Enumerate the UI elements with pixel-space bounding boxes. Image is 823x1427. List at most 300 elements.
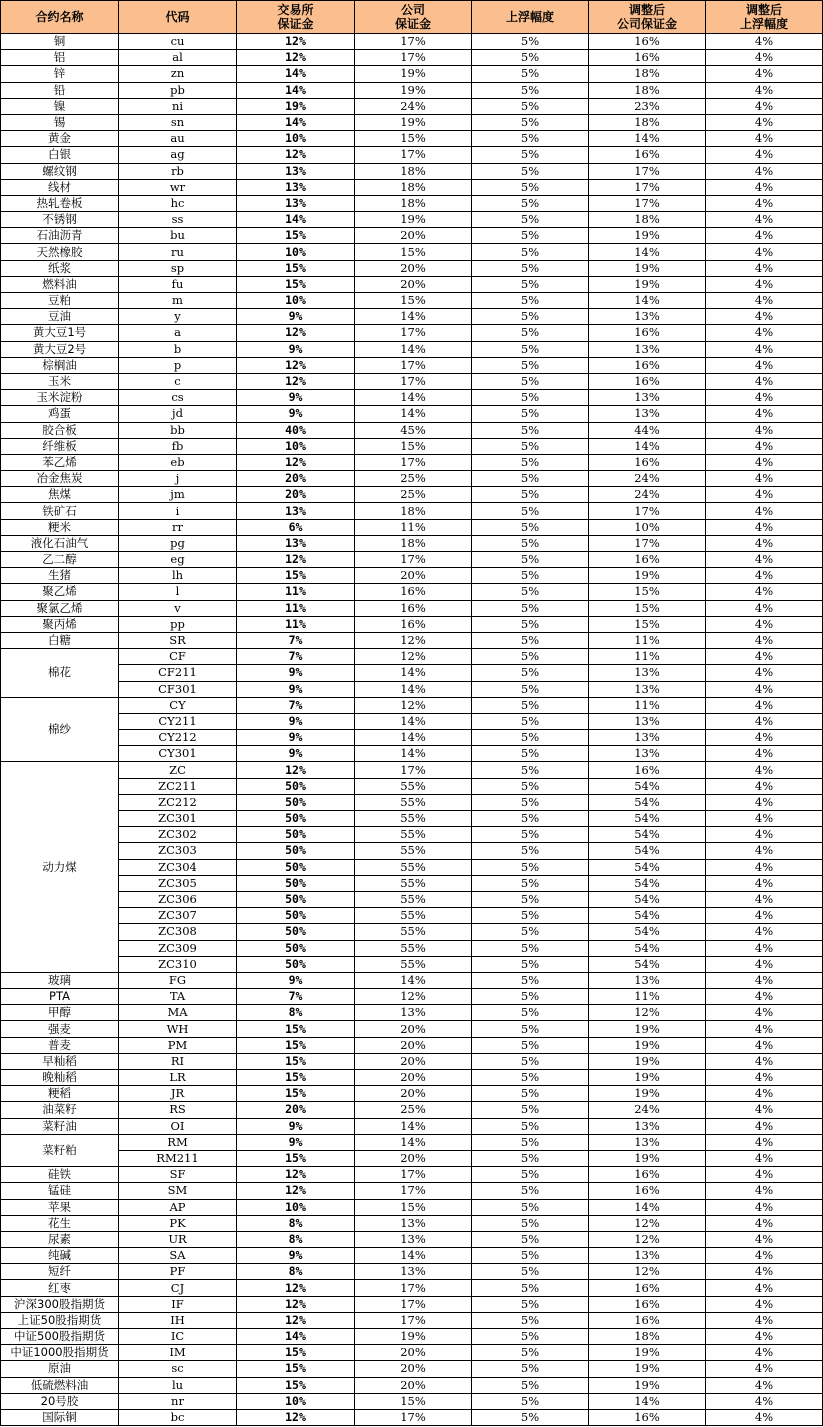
code-cell: UR	[119, 1231, 237, 1247]
company-margin-cell: 18%	[355, 503, 472, 519]
code-cell: ZC308	[119, 924, 237, 940]
company-margin-cell: 19%	[355, 82, 472, 98]
code-cell: cu	[119, 34, 237, 50]
exchange-margin-cell: 7%	[237, 649, 355, 665]
adjusted-markup-cell: 4%	[706, 1361, 823, 1377]
adjusted-markup-cell: 4%	[706, 309, 823, 325]
markup-cell: 5%	[472, 114, 589, 130]
adjusted-margin-cell: 16%	[589, 1409, 706, 1425]
code-cell: RM	[119, 1134, 237, 1150]
adjusted-margin-cell: 54%	[589, 875, 706, 891]
code-cell: FG	[119, 972, 237, 988]
exchange-margin-cell: 11%	[237, 584, 355, 600]
adjusted-margin-cell: 54%	[589, 794, 706, 810]
exchange-margin-cell: 12%	[237, 1280, 355, 1296]
code-cell: RM211	[119, 1150, 237, 1166]
adjusted-markup-cell: 4%	[706, 989, 823, 1005]
markup-cell: 5%	[472, 179, 589, 195]
table-row	[1, 552, 823, 568]
contract-name-cell: 冶金焦炭	[1, 471, 119, 487]
table-row	[1, 1134, 823, 1150]
adjusted-margin-cell: 14%	[589, 131, 706, 147]
company-margin-cell: 20%	[355, 1070, 472, 1086]
table-row	[1, 422, 823, 438]
markup-cell: 5%	[472, 1231, 589, 1247]
company-margin-cell: 13%	[355, 1231, 472, 1247]
markup-cell: 5%	[472, 357, 589, 373]
adjusted-margin-cell: 54%	[589, 843, 706, 859]
contract-name-cell: 聚氯乙烯	[1, 600, 119, 616]
contract-name-cell: 黄金	[1, 131, 119, 147]
company-margin-cell: 18%	[355, 179, 472, 195]
header-markup: 上浮幅度	[472, 1, 589, 34]
code-cell: ZC309	[119, 940, 237, 956]
exchange-margin-cell: 50%	[237, 827, 355, 843]
header-row	[1, 1, 823, 34]
code-cell: i	[119, 503, 237, 519]
company-margin-cell: 12%	[355, 649, 472, 665]
adjusted-margin-cell: 16%	[589, 147, 706, 163]
adjusted-margin-cell: 54%	[589, 778, 706, 794]
company-margin-cell: 17%	[355, 454, 472, 470]
markup-cell: 5%	[472, 212, 589, 228]
contract-name-cell: 镍	[1, 98, 119, 114]
contract-name-cell: 乙二醇	[1, 552, 119, 568]
adjusted-margin-cell: 13%	[589, 1134, 706, 1150]
table-row	[1, 276, 823, 292]
contract-name-cell: 铅	[1, 82, 119, 98]
contract-name-cell: 苹果	[1, 1199, 119, 1215]
exchange-margin-cell: 50%	[237, 875, 355, 891]
exchange-margin-cell: 9%	[237, 972, 355, 988]
code-cell: ZC303	[119, 843, 237, 859]
table-row	[1, 1102, 823, 1118]
adjusted-markup-cell: 4%	[706, 649, 823, 665]
table-row	[1, 616, 823, 632]
contract-name-cell: 纤维板	[1, 438, 119, 454]
code-cell: fu	[119, 276, 237, 292]
markup-cell: 5%	[472, 730, 589, 746]
adjusted-markup-cell: 4%	[706, 1215, 823, 1231]
exchange-margin-cell: 12%	[237, 325, 355, 341]
company-margin-cell: 55%	[355, 827, 472, 843]
adjusted-markup-cell: 4%	[706, 1377, 823, 1393]
table-row	[1, 827, 823, 843]
company-margin-cell: 15%	[355, 1393, 472, 1409]
code-cell: CY212	[119, 730, 237, 746]
adjusted-markup-cell: 4%	[706, 503, 823, 519]
table-row	[1, 1393, 823, 1409]
adjusted-markup-cell: 4%	[706, 875, 823, 891]
table-row	[1, 471, 823, 487]
markup-cell: 5%	[472, 276, 589, 292]
code-cell: ZC	[119, 762, 237, 778]
exchange-margin-cell: 9%	[237, 390, 355, 406]
adjusted-markup-cell: 4%	[706, 131, 823, 147]
exchange-margin-cell: 12%	[237, 454, 355, 470]
company-margin-cell: 17%	[355, 34, 472, 50]
adjusted-markup-cell: 4%	[706, 568, 823, 584]
code-cell: IC	[119, 1329, 237, 1345]
markup-cell: 5%	[472, 309, 589, 325]
adjusted-margin-cell: 44%	[589, 422, 706, 438]
adjusted-markup-cell: 4%	[706, 260, 823, 276]
adjusted-markup-cell: 4%	[706, 406, 823, 422]
company-margin-cell: 25%	[355, 487, 472, 503]
adjusted-markup-cell: 4%	[706, 1296, 823, 1312]
contract-name-cell: 20号胶	[1, 1393, 119, 1409]
code-cell: eg	[119, 552, 237, 568]
markup-cell: 5%	[472, 244, 589, 260]
markup-cell: 5%	[472, 535, 589, 551]
table-row	[1, 163, 823, 179]
code-cell: RS	[119, 1102, 237, 1118]
table-row	[1, 924, 823, 940]
header-adjusted-markup: 调整后 上浮幅度	[706, 1, 823, 34]
contract-name-cell: 铁矿石	[1, 503, 119, 519]
markup-cell: 5%	[472, 1134, 589, 1150]
contract-name-cell: PTA	[1, 989, 119, 1005]
company-margin-cell: 55%	[355, 891, 472, 907]
markup-cell: 5%	[472, 1005, 589, 1021]
table-row	[1, 584, 823, 600]
contract-name-cell: 沪深300股指期货	[1, 1296, 119, 1312]
exchange-margin-cell: 9%	[237, 1134, 355, 1150]
adjusted-markup-cell: 4%	[706, 114, 823, 130]
contract-name-cell: 粳稻	[1, 1086, 119, 1102]
code-cell: CY301	[119, 746, 237, 762]
code-cell: pp	[119, 616, 237, 632]
adjusted-markup-cell: 4%	[706, 163, 823, 179]
header-code: 代码	[119, 1, 237, 34]
exchange-margin-cell: 12%	[237, 1167, 355, 1183]
adjusted-markup-cell: 4%	[706, 908, 823, 924]
adjusted-markup-cell: 4%	[706, 66, 823, 82]
adjusted-margin-cell: 23%	[589, 98, 706, 114]
contract-name-cell: 豆粕	[1, 293, 119, 309]
code-cell: hc	[119, 195, 237, 211]
exchange-margin-cell: 8%	[237, 1005, 355, 1021]
exchange-margin-cell: 15%	[237, 276, 355, 292]
exchange-margin-cell: 13%	[237, 163, 355, 179]
code-cell: OI	[119, 1118, 237, 1134]
markup-cell: 5%	[472, 1183, 589, 1199]
adjusted-margin-cell: 11%	[589, 632, 706, 648]
table-row	[1, 843, 823, 859]
company-margin-cell: 12%	[355, 632, 472, 648]
table-row	[1, 1345, 823, 1361]
adjusted-margin-cell: 13%	[589, 1118, 706, 1134]
exchange-margin-cell: 9%	[237, 406, 355, 422]
company-margin-cell: 18%	[355, 195, 472, 211]
company-margin-cell: 18%	[355, 163, 472, 179]
adjusted-markup-cell: 4%	[706, 1183, 823, 1199]
adjusted-margin-cell: 13%	[589, 665, 706, 681]
markup-cell: 5%	[472, 1280, 589, 1296]
adjusted-margin-cell: 12%	[589, 1231, 706, 1247]
exchange-margin-cell: 10%	[237, 131, 355, 147]
code-cell: CY	[119, 697, 237, 713]
exchange-margin-cell: 9%	[237, 681, 355, 697]
markup-cell: 5%	[472, 827, 589, 843]
code-cell: cs	[119, 390, 237, 406]
table-row	[1, 989, 823, 1005]
adjusted-margin-cell: 16%	[589, 1312, 706, 1328]
code-cell: SA	[119, 1248, 237, 1264]
company-margin-cell: 55%	[355, 908, 472, 924]
code-cell: a	[119, 325, 237, 341]
contract-name-cell: 尿素	[1, 1231, 119, 1247]
code-cell: lu	[119, 1377, 237, 1393]
table-row	[1, 66, 823, 82]
exchange-margin-cell: 9%	[237, 746, 355, 762]
code-cell: IM	[119, 1345, 237, 1361]
company-margin-cell: 55%	[355, 859, 472, 875]
company-margin-cell: 17%	[355, 552, 472, 568]
adjusted-margin-cell: 54%	[589, 859, 706, 875]
code-cell: ru	[119, 244, 237, 260]
markup-cell: 5%	[472, 1086, 589, 1102]
code-cell: jd	[119, 406, 237, 422]
markup-cell: 5%	[472, 1361, 589, 1377]
adjusted-margin-cell: 18%	[589, 212, 706, 228]
adjusted-markup-cell: 4%	[706, 1312, 823, 1328]
contract-name-cell: 花生	[1, 1215, 119, 1231]
adjusted-margin-cell: 16%	[589, 1183, 706, 1199]
company-margin-cell: 17%	[355, 373, 472, 389]
company-margin-cell: 20%	[355, 1053, 472, 1069]
markup-cell: 5%	[472, 794, 589, 810]
table-row	[1, 908, 823, 924]
adjusted-margin-cell: 17%	[589, 535, 706, 551]
company-margin-cell: 24%	[355, 98, 472, 114]
markup-cell: 5%	[472, 616, 589, 632]
exchange-margin-cell: 50%	[237, 778, 355, 794]
table-row	[1, 535, 823, 551]
company-margin-cell: 17%	[355, 325, 472, 341]
code-cell: LR	[119, 1070, 237, 1086]
code-cell: ag	[119, 147, 237, 163]
code-cell: PK	[119, 1215, 237, 1231]
contract-name-cell: 黄大豆1号	[1, 325, 119, 341]
adjusted-margin-cell: 19%	[589, 228, 706, 244]
markup-cell: 5%	[472, 632, 589, 648]
contract-name-cell: 粳米	[1, 519, 119, 535]
contract-name-cell: 线材	[1, 179, 119, 195]
adjusted-markup-cell: 4%	[706, 924, 823, 940]
adjusted-margin-cell: 13%	[589, 681, 706, 697]
adjusted-markup-cell: 4%	[706, 1248, 823, 1264]
adjusted-margin-cell: 14%	[589, 244, 706, 260]
adjusted-margin-cell: 16%	[589, 762, 706, 778]
markup-cell: 5%	[472, 1215, 589, 1231]
table-row	[1, 811, 823, 827]
adjusted-markup-cell: 4%	[706, 1086, 823, 1102]
exchange-margin-cell: 8%	[237, 1215, 355, 1231]
contract-name-cell: 晚籼稻	[1, 1070, 119, 1086]
adjusted-markup-cell: 4%	[706, 1070, 823, 1086]
company-margin-cell: 20%	[355, 1377, 472, 1393]
code-cell: SR	[119, 632, 237, 648]
company-margin-cell: 17%	[355, 1167, 472, 1183]
company-margin-cell: 20%	[355, 1086, 472, 1102]
table-row	[1, 438, 823, 454]
code-cell: au	[119, 131, 237, 147]
code-cell: ss	[119, 212, 237, 228]
company-margin-cell: 16%	[355, 616, 472, 632]
exchange-margin-cell: 50%	[237, 843, 355, 859]
exchange-margin-cell: 9%	[237, 341, 355, 357]
adjusted-margin-cell: 16%	[589, 34, 706, 50]
markup-cell: 5%	[472, 98, 589, 114]
adjusted-markup-cell: 4%	[706, 584, 823, 600]
table-row	[1, 454, 823, 470]
adjusted-markup-cell: 4%	[706, 34, 823, 50]
table-row	[1, 98, 823, 114]
company-margin-cell: 55%	[355, 940, 472, 956]
company-margin-cell: 17%	[355, 1296, 472, 1312]
company-margin-cell: 14%	[355, 1118, 472, 1134]
code-cell: PF	[119, 1264, 237, 1280]
table-row	[1, 1377, 823, 1393]
code-cell: CF211	[119, 665, 237, 681]
contract-name-cell: 胶合板	[1, 422, 119, 438]
adjusted-markup-cell: 4%	[706, 519, 823, 535]
code-cell: MA	[119, 1005, 237, 1021]
markup-cell: 5%	[472, 1167, 589, 1183]
table-row	[1, 778, 823, 794]
markup-cell: 5%	[472, 1393, 589, 1409]
adjusted-markup-cell: 4%	[706, 1150, 823, 1166]
exchange-margin-cell: 19%	[237, 98, 355, 114]
company-margin-cell: 19%	[355, 114, 472, 130]
adjusted-markup-cell: 4%	[706, 891, 823, 907]
exchange-margin-cell: 13%	[237, 535, 355, 551]
exchange-margin-cell: 14%	[237, 114, 355, 130]
adjusted-markup-cell: 4%	[706, 1264, 823, 1280]
adjusted-markup-cell: 4%	[706, 956, 823, 972]
company-margin-cell: 17%	[355, 1280, 472, 1296]
contract-name-cell: 动力煤	[1, 762, 119, 972]
markup-cell: 5%	[472, 1264, 589, 1280]
table-row	[1, 373, 823, 389]
adjusted-margin-cell: 11%	[589, 989, 706, 1005]
markup-cell: 5%	[472, 746, 589, 762]
company-margin-cell: 20%	[355, 228, 472, 244]
exchange-margin-cell: 12%	[237, 357, 355, 373]
table-row	[1, 1231, 823, 1247]
company-margin-cell: 14%	[355, 681, 472, 697]
markup-cell: 5%	[472, 1037, 589, 1053]
contract-name-cell: 原油	[1, 1361, 119, 1377]
exchange-margin-cell: 15%	[237, 568, 355, 584]
contract-name-cell: 普麦	[1, 1037, 119, 1053]
table-row	[1, 649, 823, 665]
company-margin-cell: 17%	[355, 357, 472, 373]
code-cell: PM	[119, 1037, 237, 1053]
adjusted-markup-cell: 4%	[706, 843, 823, 859]
code-cell: RI	[119, 1053, 237, 1069]
exchange-margin-cell: 14%	[237, 1329, 355, 1345]
table-row	[1, 309, 823, 325]
exchange-margin-cell: 50%	[237, 794, 355, 810]
company-margin-cell: 14%	[355, 390, 472, 406]
company-margin-cell: 20%	[355, 276, 472, 292]
table-row	[1, 875, 823, 891]
markup-cell: 5%	[472, 373, 589, 389]
code-cell: rr	[119, 519, 237, 535]
markup-cell: 5%	[472, 1329, 589, 1345]
header-company-margin: 公司 保证金	[355, 1, 472, 34]
markup-cell: 5%	[472, 584, 589, 600]
exchange-margin-cell: 13%	[237, 195, 355, 211]
company-margin-cell: 17%	[355, 50, 472, 66]
adjusted-margin-cell: 19%	[589, 1053, 706, 1069]
adjusted-margin-cell: 19%	[589, 1086, 706, 1102]
code-cell: lh	[119, 568, 237, 584]
company-margin-cell: 55%	[355, 924, 472, 940]
adjusted-markup-cell: 4%	[706, 1231, 823, 1247]
company-margin-cell: 16%	[355, 600, 472, 616]
table-row	[1, 746, 823, 762]
markup-cell: 5%	[472, 778, 589, 794]
adjusted-margin-cell: 12%	[589, 1215, 706, 1231]
table-row	[1, 697, 823, 713]
markup-cell: 5%	[472, 762, 589, 778]
adjusted-margin-cell: 24%	[589, 471, 706, 487]
adjusted-markup-cell: 4%	[706, 730, 823, 746]
exchange-margin-cell: 12%	[237, 147, 355, 163]
table-row	[1, 665, 823, 681]
table-row	[1, 568, 823, 584]
adjusted-markup-cell: 4%	[706, 98, 823, 114]
adjusted-margin-cell: 16%	[589, 454, 706, 470]
adjusted-margin-cell: 16%	[589, 357, 706, 373]
table-row	[1, 519, 823, 535]
contract-name-cell: 石油沥青	[1, 228, 119, 244]
adjusted-margin-cell: 17%	[589, 503, 706, 519]
contract-name-cell: 短纤	[1, 1264, 119, 1280]
adjusted-margin-cell: 12%	[589, 1005, 706, 1021]
adjusted-markup-cell: 4%	[706, 1409, 823, 1425]
markup-cell: 5%	[472, 1053, 589, 1069]
company-margin-cell: 14%	[355, 1134, 472, 1150]
markup-cell: 5%	[472, 713, 589, 729]
table-row	[1, 1329, 823, 1345]
exchange-margin-cell: 50%	[237, 859, 355, 875]
company-margin-cell: 14%	[355, 713, 472, 729]
exchange-margin-cell: 12%	[237, 34, 355, 50]
contract-name-cell: 强麦	[1, 1021, 119, 1037]
exchange-margin-cell: 15%	[237, 1345, 355, 1361]
company-margin-cell: 15%	[355, 244, 472, 260]
code-cell: CY211	[119, 713, 237, 729]
contract-name-cell: 国际铜	[1, 1409, 119, 1425]
code-cell: eb	[119, 454, 237, 470]
adjusted-margin-cell: 16%	[589, 50, 706, 66]
table-row	[1, 212, 823, 228]
markup-cell: 5%	[472, 454, 589, 470]
contract-name-cell: 玉米	[1, 373, 119, 389]
exchange-margin-cell: 15%	[237, 228, 355, 244]
table-row	[1, 940, 823, 956]
contract-name-cell: 中证1000股指期货	[1, 1345, 119, 1361]
markup-cell: 5%	[472, 1296, 589, 1312]
markup-cell: 5%	[472, 228, 589, 244]
contract-name-cell: 低硫燃料油	[1, 1377, 119, 1393]
code-cell: JR	[119, 1086, 237, 1102]
adjusted-markup-cell: 4%	[706, 940, 823, 956]
